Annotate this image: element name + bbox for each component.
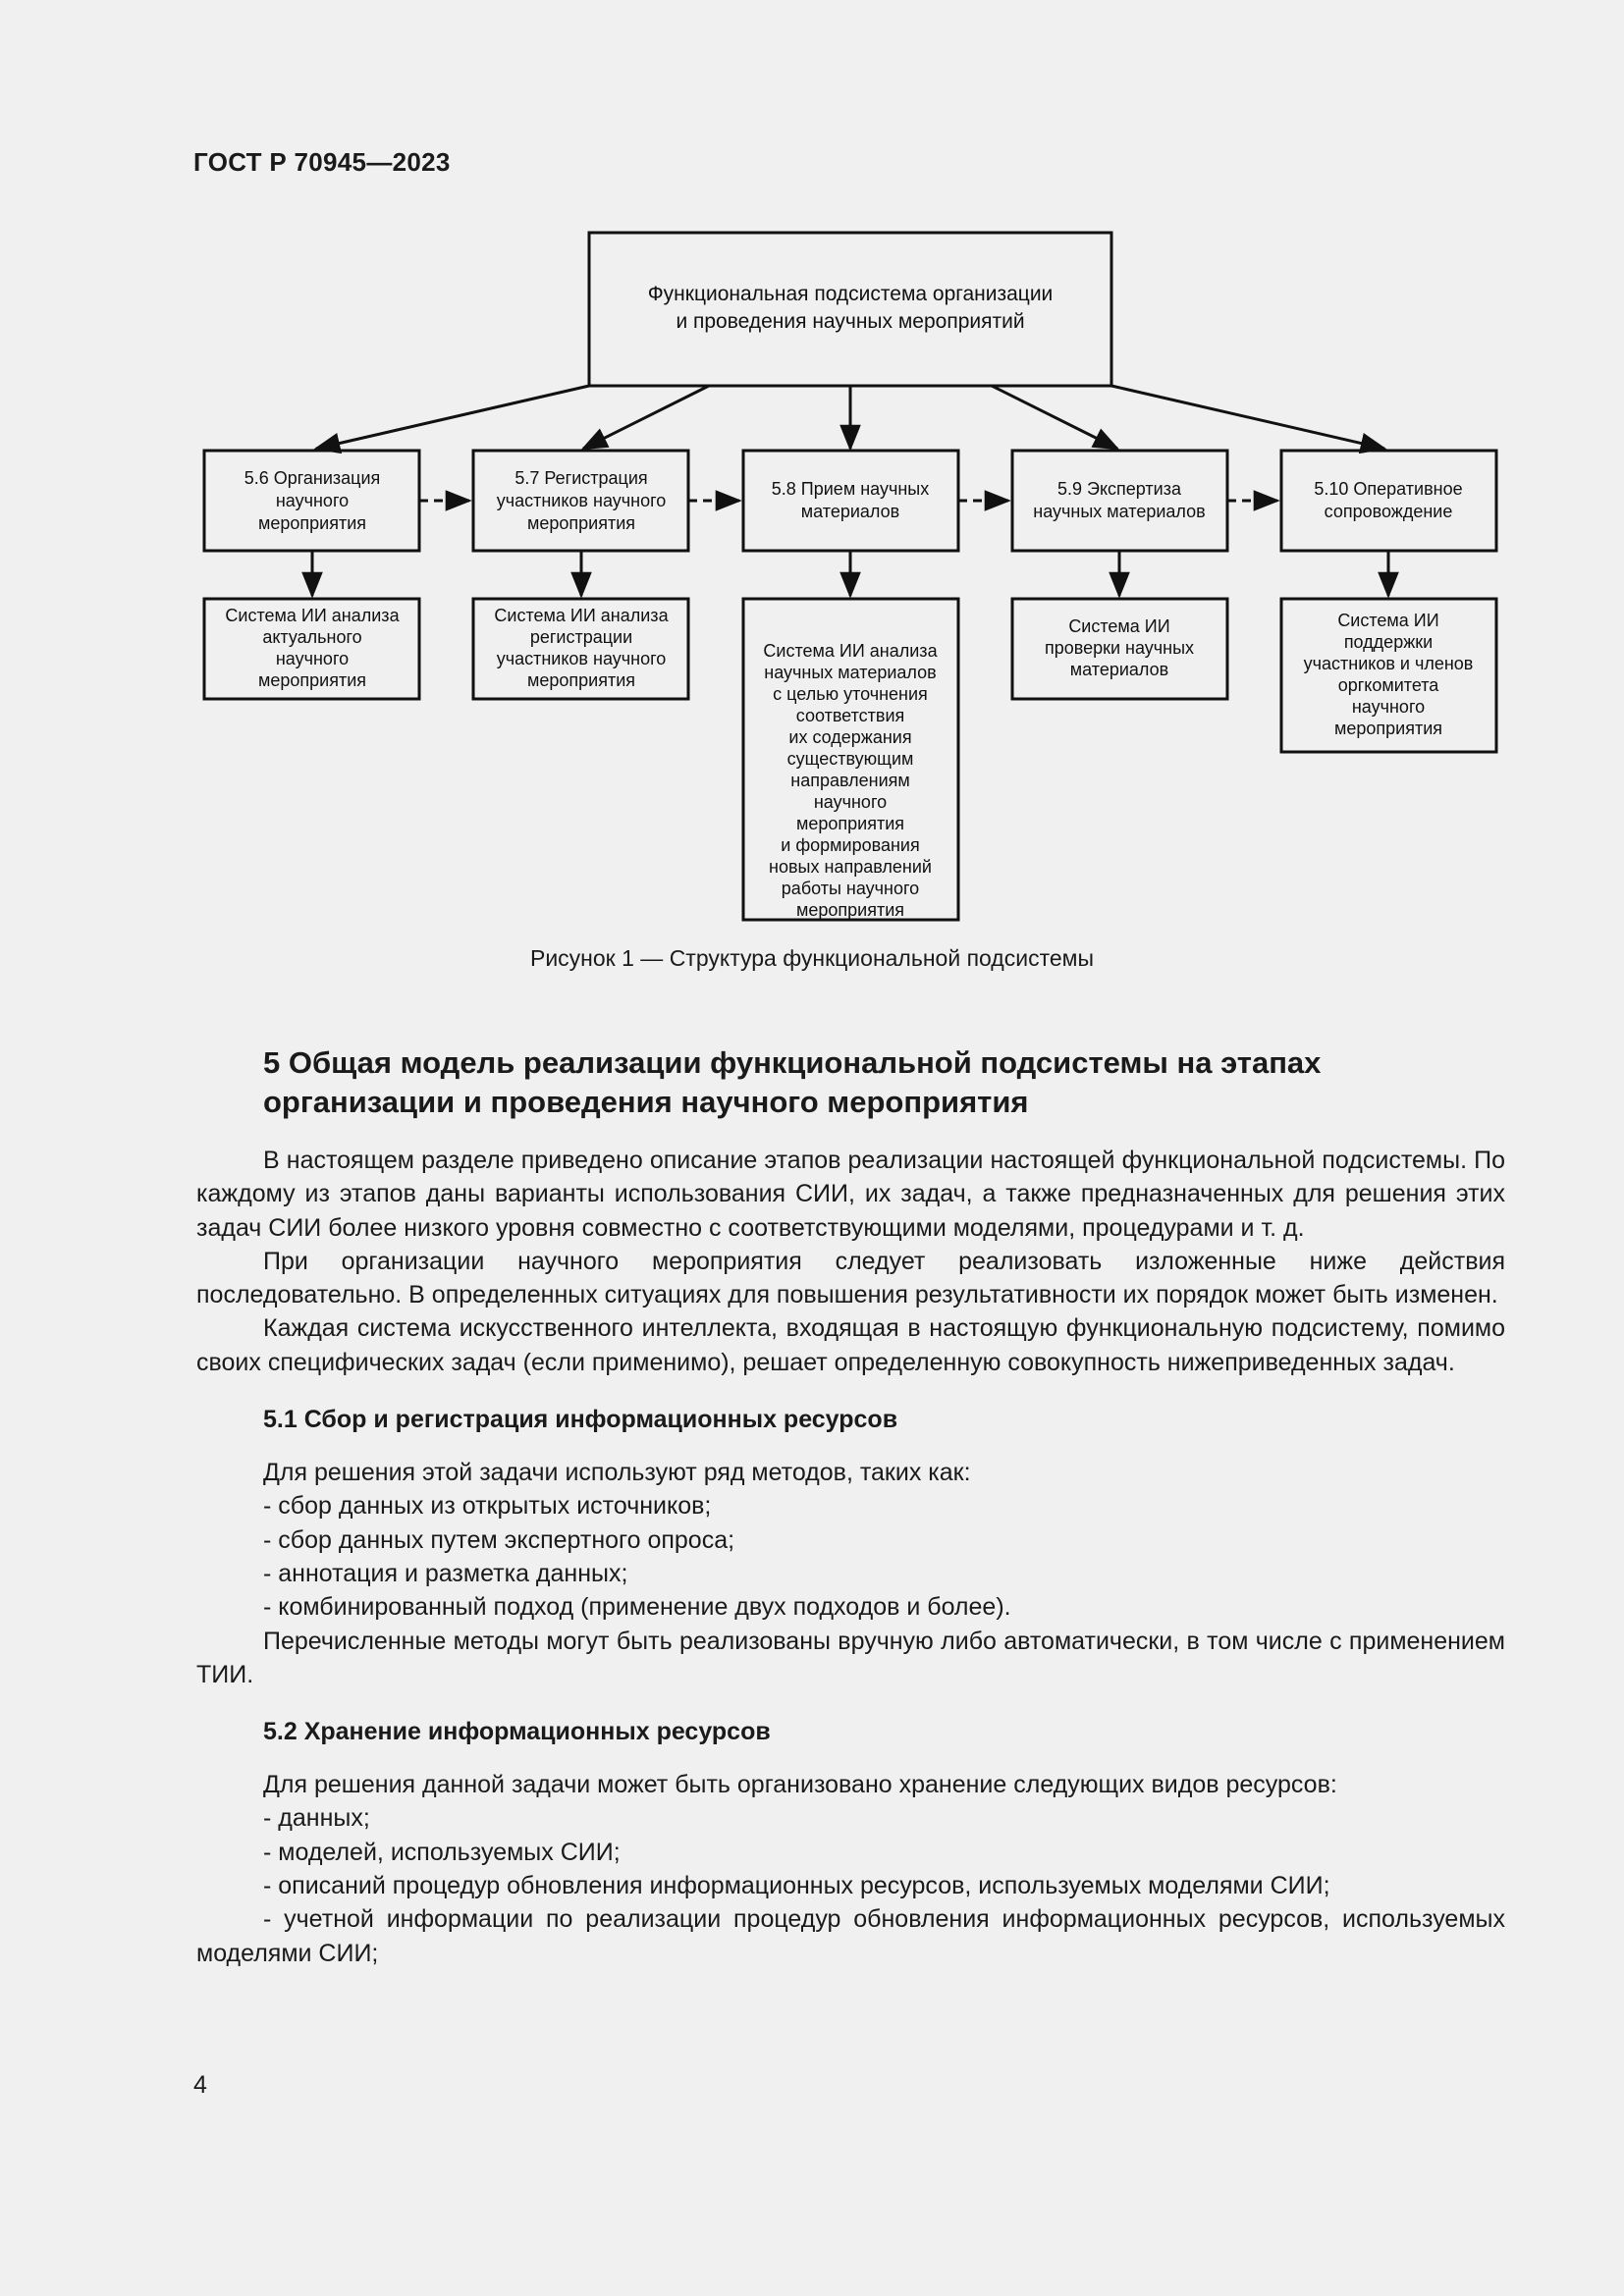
svg-text:регистрации: регистрации xyxy=(529,627,633,647)
system-box-1 xyxy=(204,599,419,699)
arrow-root-to-5-9 xyxy=(992,386,1117,449)
paragraph: При организации научного мероприятия следует реализовать изложенные ниже действия последовательно. В определенных ситуациях для повышения результативности их порядок может быть изменен. xyxy=(196,1247,1505,1309)
svg-text:научных материалов: научных материалов xyxy=(764,663,937,682)
svg-text:направлениям: направлениям xyxy=(790,771,910,790)
system-arrows xyxy=(312,551,1388,596)
svg-text:мероприятия: мероприятия xyxy=(257,670,367,690)
svg-text:научного: научного xyxy=(1351,697,1426,717)
svg-text:5.10 Оперативное: 5.10 Оперативное xyxy=(1314,479,1463,499)
svg-text:материалов: материалов xyxy=(1069,660,1169,679)
list-item: - моделей, используемых СИИ; xyxy=(263,1838,621,1866)
svg-text:оргкомитета: оргкомитета xyxy=(1337,675,1439,695)
svg-text:Система ИИ: Система ИИ xyxy=(1337,611,1439,630)
root-box xyxy=(589,233,1111,386)
paragraph: Перечисленные методы могут быть реализованы вручную либо автоматически, в том числе с применением ТИИ. xyxy=(196,1627,1505,1688)
svg-text:работы научного: работы научного xyxy=(781,879,920,898)
section-5-title: 5 Общая модель реализации функциональной подсистемы на этапах организации и проведения научного мероприятия xyxy=(263,1045,1322,1119)
svg-text:научных материалов: научных материалов xyxy=(1033,502,1206,521)
document-code: ГОСТ Р 70945—2023 xyxy=(193,147,451,177)
svg-text:Система ИИ анализа: Система ИИ анализа xyxy=(494,606,669,625)
svg-text:и формирования: и формирования xyxy=(781,835,920,855)
svg-text:соответствия: соответствия xyxy=(795,706,905,725)
system-box-5 xyxy=(1281,599,1496,752)
paragraph: Каждая система искусственного интеллекта, входящая в настоящую функциональную подсистему, помимо своих специфических задач (если применимо), решает определенную совокупность нижеприведенных задач. xyxy=(196,1314,1505,1376)
stage-5-9 xyxy=(1012,451,1227,551)
svg-text:поддержки: поддержки xyxy=(1343,632,1434,652)
svg-text:научного: научного xyxy=(275,649,350,668)
svg-text:Система ИИ: Система ИИ xyxy=(1068,616,1170,636)
section-5-2-title: 5.2 Хранение информационных ресурсов xyxy=(263,1718,771,1746)
arrow-root-to-5-10 xyxy=(1111,386,1384,449)
list-item: - данных; xyxy=(263,1804,370,1833)
system-box-4 xyxy=(1012,599,1227,699)
svg-text:мероприятия: мероприятия xyxy=(526,670,636,690)
svg-text:5.6 Организация: 5.6 Организация xyxy=(244,468,381,488)
svg-text:участников научного: участников научного xyxy=(496,491,667,510)
svg-text:научного: научного xyxy=(275,491,350,510)
arrow-root-to-5-6 xyxy=(316,386,589,449)
svg-text:5.8 Прием научных: 5.8 Прием научных xyxy=(771,479,930,499)
section-5-1-title: 5.1 Сбор и регистрация информационных ресурсов xyxy=(263,1406,898,1434)
list-item: - комбинированный подход (применение двух подходов и более). xyxy=(263,1593,1011,1622)
svg-text:5.7 Регистрация: 5.7 Регистрация xyxy=(514,468,648,488)
stage-5-8 xyxy=(743,451,958,551)
structure-diagram xyxy=(0,0,1624,942)
stage-5-10 xyxy=(1281,451,1496,551)
stage-5-6 xyxy=(204,451,419,551)
system-box-2 xyxy=(473,599,688,699)
root-line-2: и проведения научных мероприятий xyxy=(676,310,1025,333)
list-intro: Для решения данной задачи может быть организовано хранение следующих видов ресурсов: xyxy=(263,1771,1337,1799)
list-item: - описаний процедур обновления информационных ресурсов, используемых моделями СИИ; xyxy=(263,1872,1330,1900)
svg-text:существующим: существующим xyxy=(786,749,914,769)
main-text xyxy=(196,1043,1505,1970)
paragraph: В настоящем разделе приведено описание этапов реализации настоящей функциональной подсистемы. По каждому из этапов даны варианты использования СИИ, их задач, а также предназначенных для решения этих задач СИИ более низкого уровня совместно с соответствующими моделями, процедурами и т. д. xyxy=(196,1147,1505,1242)
svg-text:участников научного: участников научного xyxy=(496,649,667,668)
list-item: - аннотация и разметка данных; xyxy=(263,1559,628,1587)
root-arrows xyxy=(316,386,1384,449)
svg-text:Система ИИ анализа: Система ИИ анализа xyxy=(763,641,938,661)
svg-text:Система ИИ анализа: Система ИИ анализа xyxy=(225,606,400,625)
list-item: - учетной информации по реализации процедур обновления информационных ресурсов, используемых моделями СИИ; xyxy=(196,1905,1505,1967)
list-item: - сбор данных из открытых источников; xyxy=(263,1492,712,1521)
system-box-3 xyxy=(743,599,958,920)
svg-text:с целью уточнения: с целью уточнения xyxy=(773,684,928,704)
figure-caption: Рисунок 1 — Структура функциональной подсистемы xyxy=(529,945,1094,971)
stage-5-7 xyxy=(473,451,688,551)
svg-text:участников и членов: участников и членов xyxy=(1303,654,1474,673)
svg-text:мероприятия: мероприятия xyxy=(257,513,367,533)
root-line-1: Функциональная подсистема организации xyxy=(647,283,1054,305)
svg-text:проверки научных: проверки научных xyxy=(1044,638,1195,658)
svg-text:5.9 Экспертиза: 5.9 Экспертиза xyxy=(1057,479,1181,499)
svg-text:научного: научного xyxy=(813,792,888,812)
list-item: - сбор данных путем экспертного опроса; xyxy=(263,1525,735,1554)
svg-text:сопровождение: сопровождение xyxy=(1324,502,1453,521)
list-intro: Для решения этой задачи используют ряд методов, таких как: xyxy=(263,1459,971,1487)
svg-text:новых направлений: новых направлений xyxy=(769,857,932,877)
svg-text:мероприятия: мероприятия xyxy=(795,814,905,833)
svg-text:актуального: актуального xyxy=(262,627,362,647)
svg-text:мероприятия: мероприятия xyxy=(795,900,905,920)
svg-text:мероприятия: мероприятия xyxy=(526,513,636,533)
svg-text:их содержания: их содержания xyxy=(788,727,912,747)
page-number: 4 xyxy=(193,2071,207,2099)
svg-text:мероприятия: мероприятия xyxy=(1333,719,1443,738)
svg-text:материалов: материалов xyxy=(800,502,900,521)
arrow-root-to-5-7 xyxy=(583,386,709,449)
